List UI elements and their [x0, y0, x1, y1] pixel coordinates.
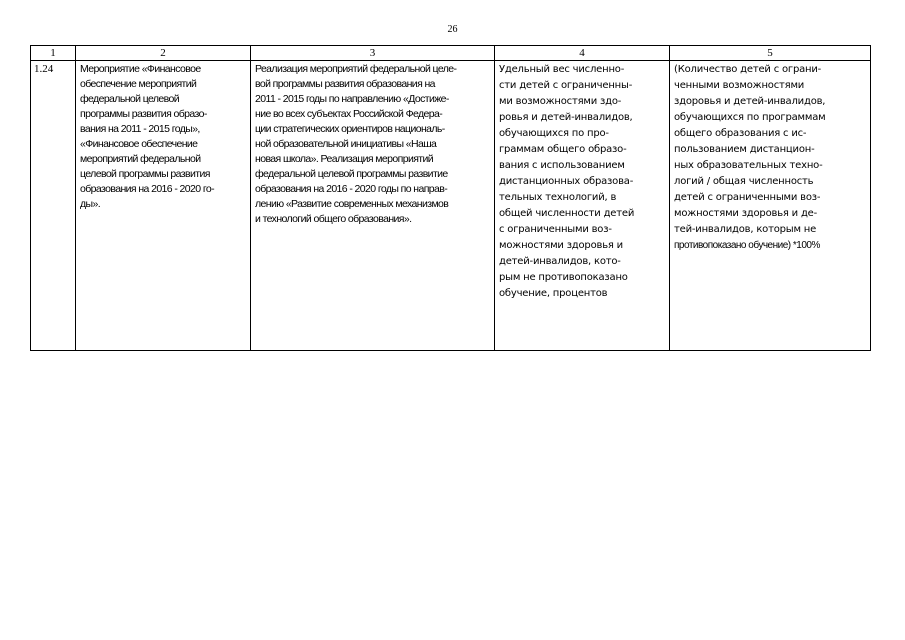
- column-header-4: 4: [495, 46, 670, 61]
- row-number-cell: 1.24: [31, 61, 76, 351]
- event-cell: Мероприятие «Финансовое обеспечение мероприятий федеральной целевой программы развития образо- вания на 2011 - 2015 годы», «Финансовое обеспечение мероприятий федеральной целевой программы развития образования на 2016 - 2020 го- ды».: [76, 61, 251, 351]
- column-header-2: 2: [76, 46, 251, 61]
- page-number: 26: [447, 24, 458, 35]
- column-header-1: 1: [31, 46, 76, 61]
- table-row: [31, 61, 871, 351]
- indicator-cell: Удельный вес численно- сти детей с ограниченны- ми возможностями здо- ровья и детей-инвалидов, обучающихся по про- граммам общего образо- вания с использованием дистанционных образова- тельных технологий, в общей численности детей с ограниченными воз- можностями здоровья и детей-инвалидов, кото- рым не противопоказано обучение, процентов: [495, 61, 670, 351]
- column-header-5: 5: [670, 46, 871, 61]
- formula-cell: [670, 61, 871, 351]
- column-header-3: 3: [251, 46, 495, 61]
- table-header-row: [31, 46, 871, 61]
- formula-text: (Количество детей с ограни- ченными возможностями здоровья и детей-инвалидов, обучающихся по программам общего образования с ис- пользованием дистанцион- ных образовательных техно- логий / общая численность детей с ограниченными воз- можностями здоровья и де- тей-инвалидов, которым не: [674, 64, 826, 235]
- formula-tail-text: противопоказано обучение) *100%: [674, 240, 820, 251]
- implementation-cell: Реализация мероприятий федеральной целе- вой программы развития образования на 2011 - 2015 годы по направлению «Достиже- ние во всех субъектах Российской Федера- ции стратегических ориентиров националь- ной образовательной инициативы «Наша новая школа». Реализация мероприятий федеральной целевой программы развитие образования на 2016 - 2020 годы по направ- лению «Развитие современных механизмов и технологий общего образования».: [251, 61, 495, 351]
- document-table: [30, 45, 871, 351]
